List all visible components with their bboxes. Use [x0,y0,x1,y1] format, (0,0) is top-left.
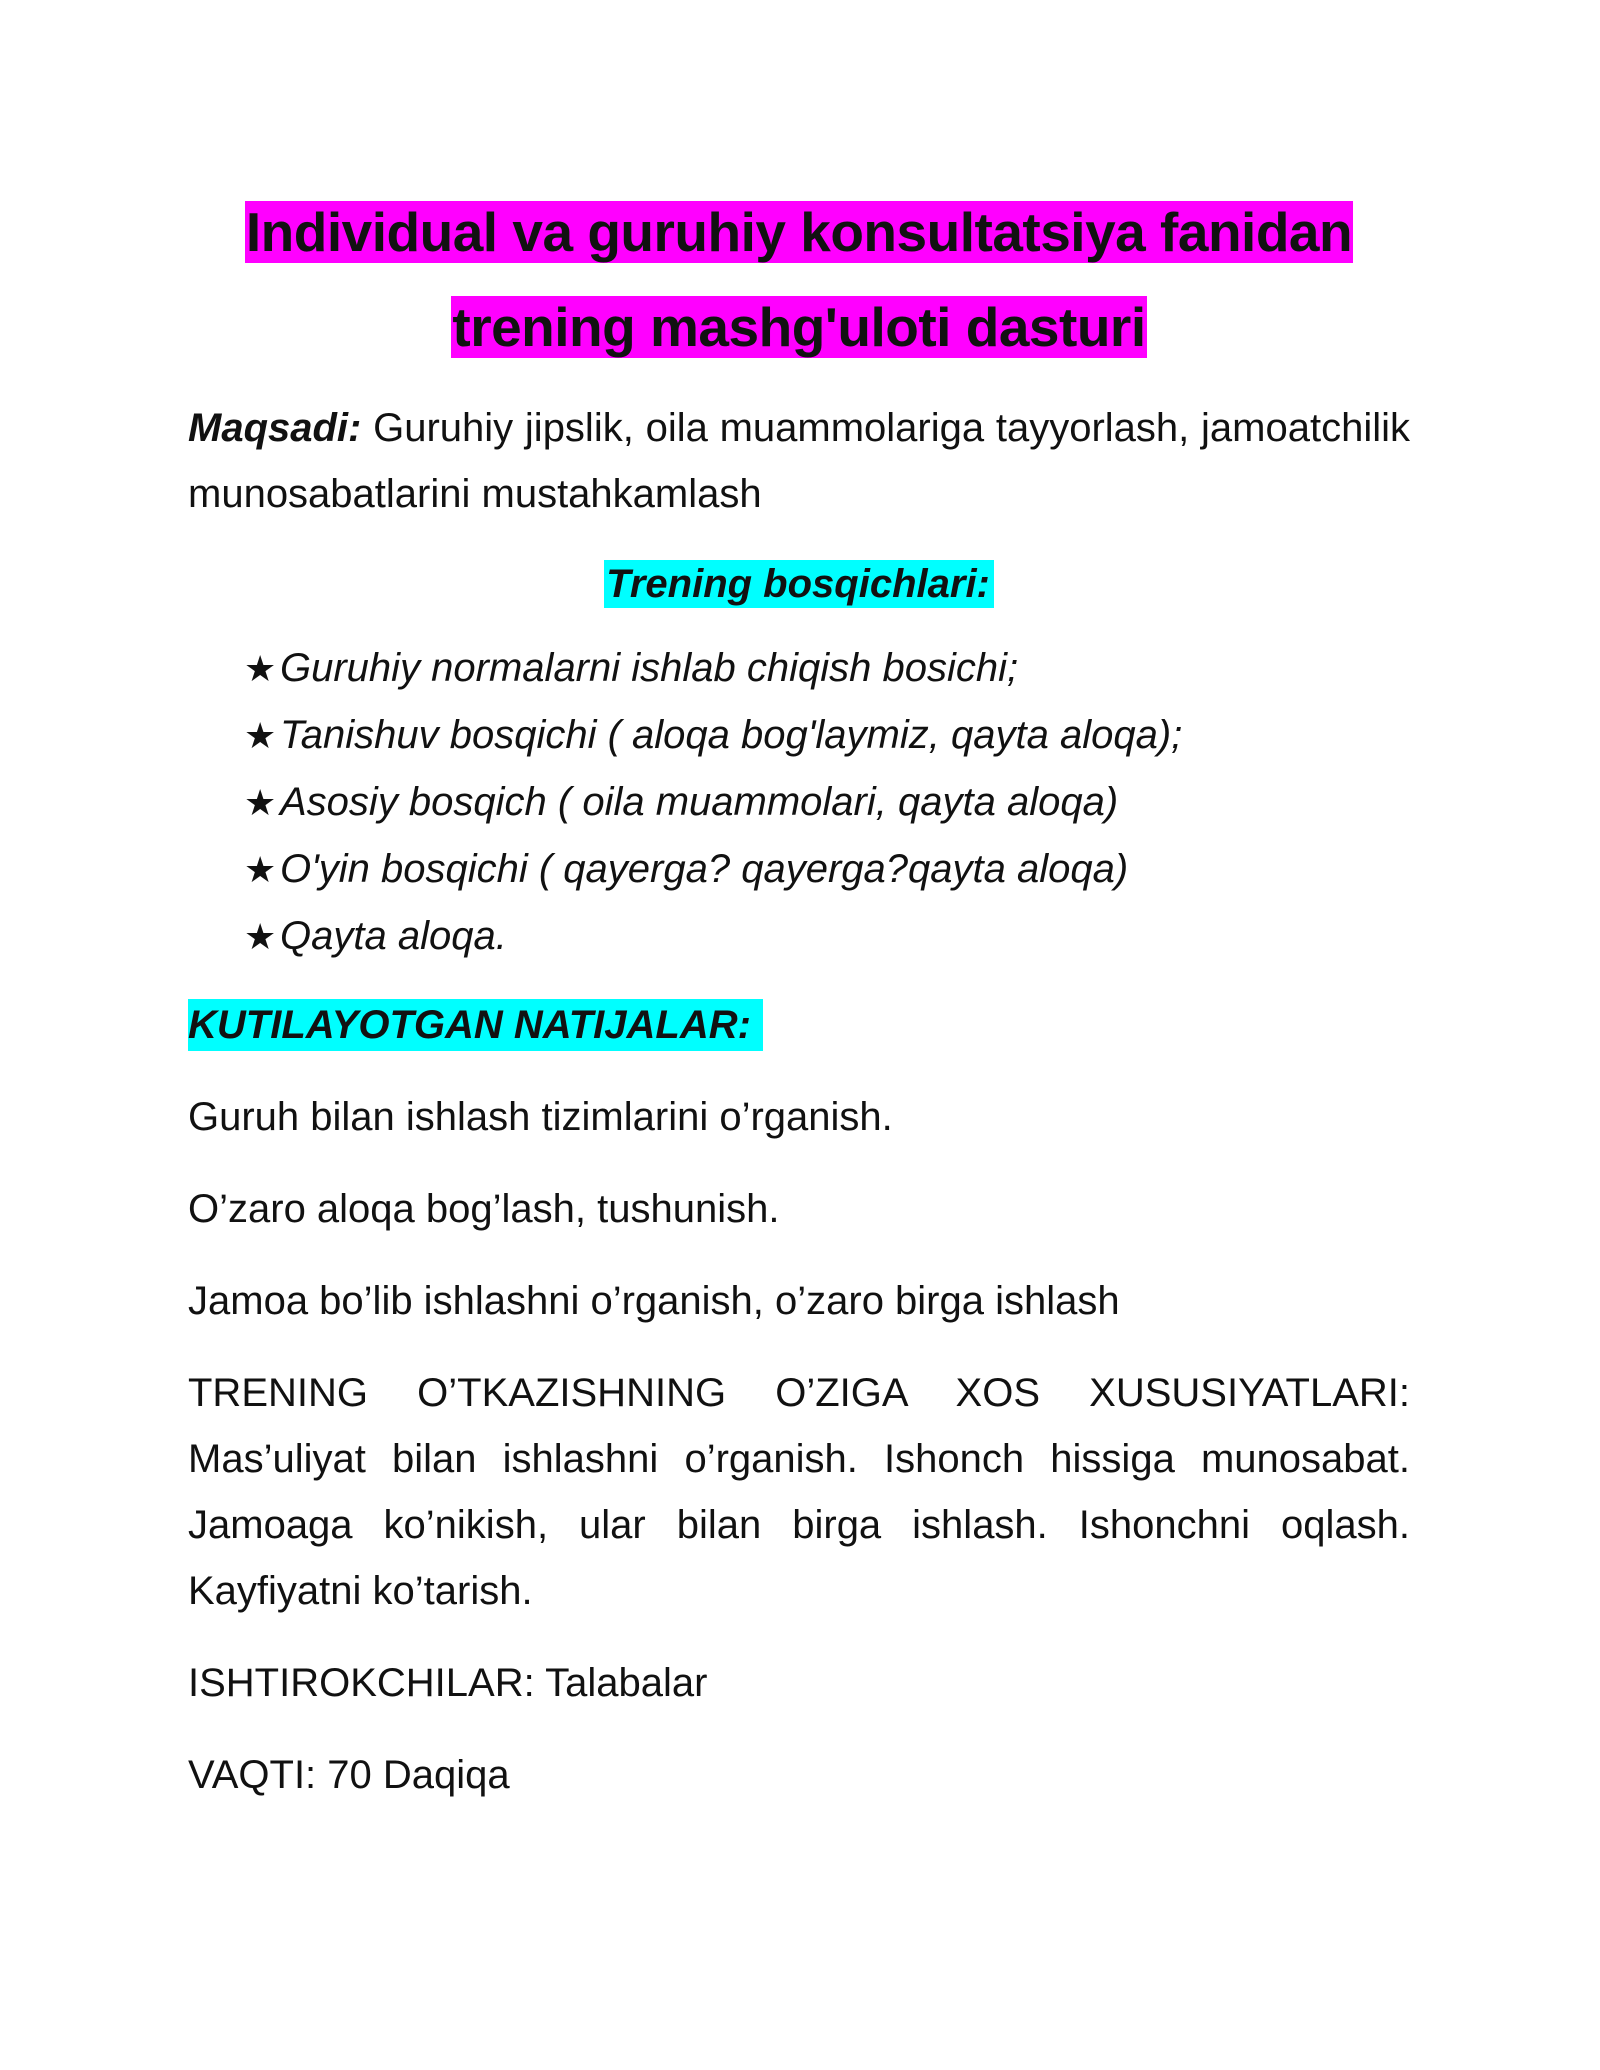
stages-heading-block [188,551,1410,617]
star-bullet-icon: ★ [244,782,277,823]
stage-item-label: Asosiy bosqich ( oila muammolari, qayta aloqa) [280,780,1119,824]
stage-item [244,702,1410,769]
stages-list [188,635,1410,970]
goal-label: Maqsadi: [188,406,362,450]
result-line: Jamoa bo’lib ishlashni o’rganish, o’zaro birga ishlash [188,1279,1120,1323]
document-page [188,185,1410,1834]
star-bullet-icon: ★ [244,849,277,890]
results-heading: KUTILAYOTGAN NATIJALAR: [188,999,763,1051]
stage-item-label: Qayta aloqa. [280,914,507,958]
stage-item-label: Guruhiy normalarni ishlab chiqish bosichi; [280,646,1019,690]
star-bullet-icon: ★ [244,648,277,689]
features-paragraph: TRENING O’TKAZISHNING O’ZIGA XOS XUSUSIYATLARI: Mas’uliyat bilan ishlashni o’rganish. Ishonch hissiga munosabat. Jamoaga ko’nikish, ular bilan birga ishlash. Ishonchni oqlash. Kayfiyatni ko’tarish. [188,1371,1410,1613]
results-heading-block [188,992,1410,1058]
stage-item [244,903,1410,970]
title-line-1: Individual va guruhiy konsultatsiya fanidan [245,201,1353,263]
goal-text: Guruhiy jipslik, oila muammolariga tayyorlash, jamoatchilik munosabatlarini mustahkamlash [188,406,1410,516]
stage-item [244,769,1410,836]
star-bullet-icon: ★ [244,916,277,957]
document-title [188,185,1410,375]
result-line: O’zaro aloqa bog’lash, tushunish. [188,1187,780,1231]
participants-line: ISHTIROKCHILAR: Talabalar [188,1661,708,1705]
stage-item [244,836,1410,903]
star-bullet-icon: ★ [244,715,277,756]
time-line: VAQTI: 70 Daqiqa [188,1753,510,1797]
stage-item-label: O'yin bosqichi ( qayerga? qayerga?qayta aloqa) [280,847,1129,891]
result-line: Guruh bilan ishlash tizimlarini o’rganish. [188,1095,893,1139]
stages-heading: Trening bosqichlari: [604,560,994,608]
title-line-2: trening mashg'uloti dasturi [452,296,1146,358]
goal-paragraph [188,395,1410,527]
stage-item-label: Tanishuv bosqichi ( aloqa bog'laymiz, qayta aloqa); [280,713,1183,757]
stage-item [244,635,1410,702]
